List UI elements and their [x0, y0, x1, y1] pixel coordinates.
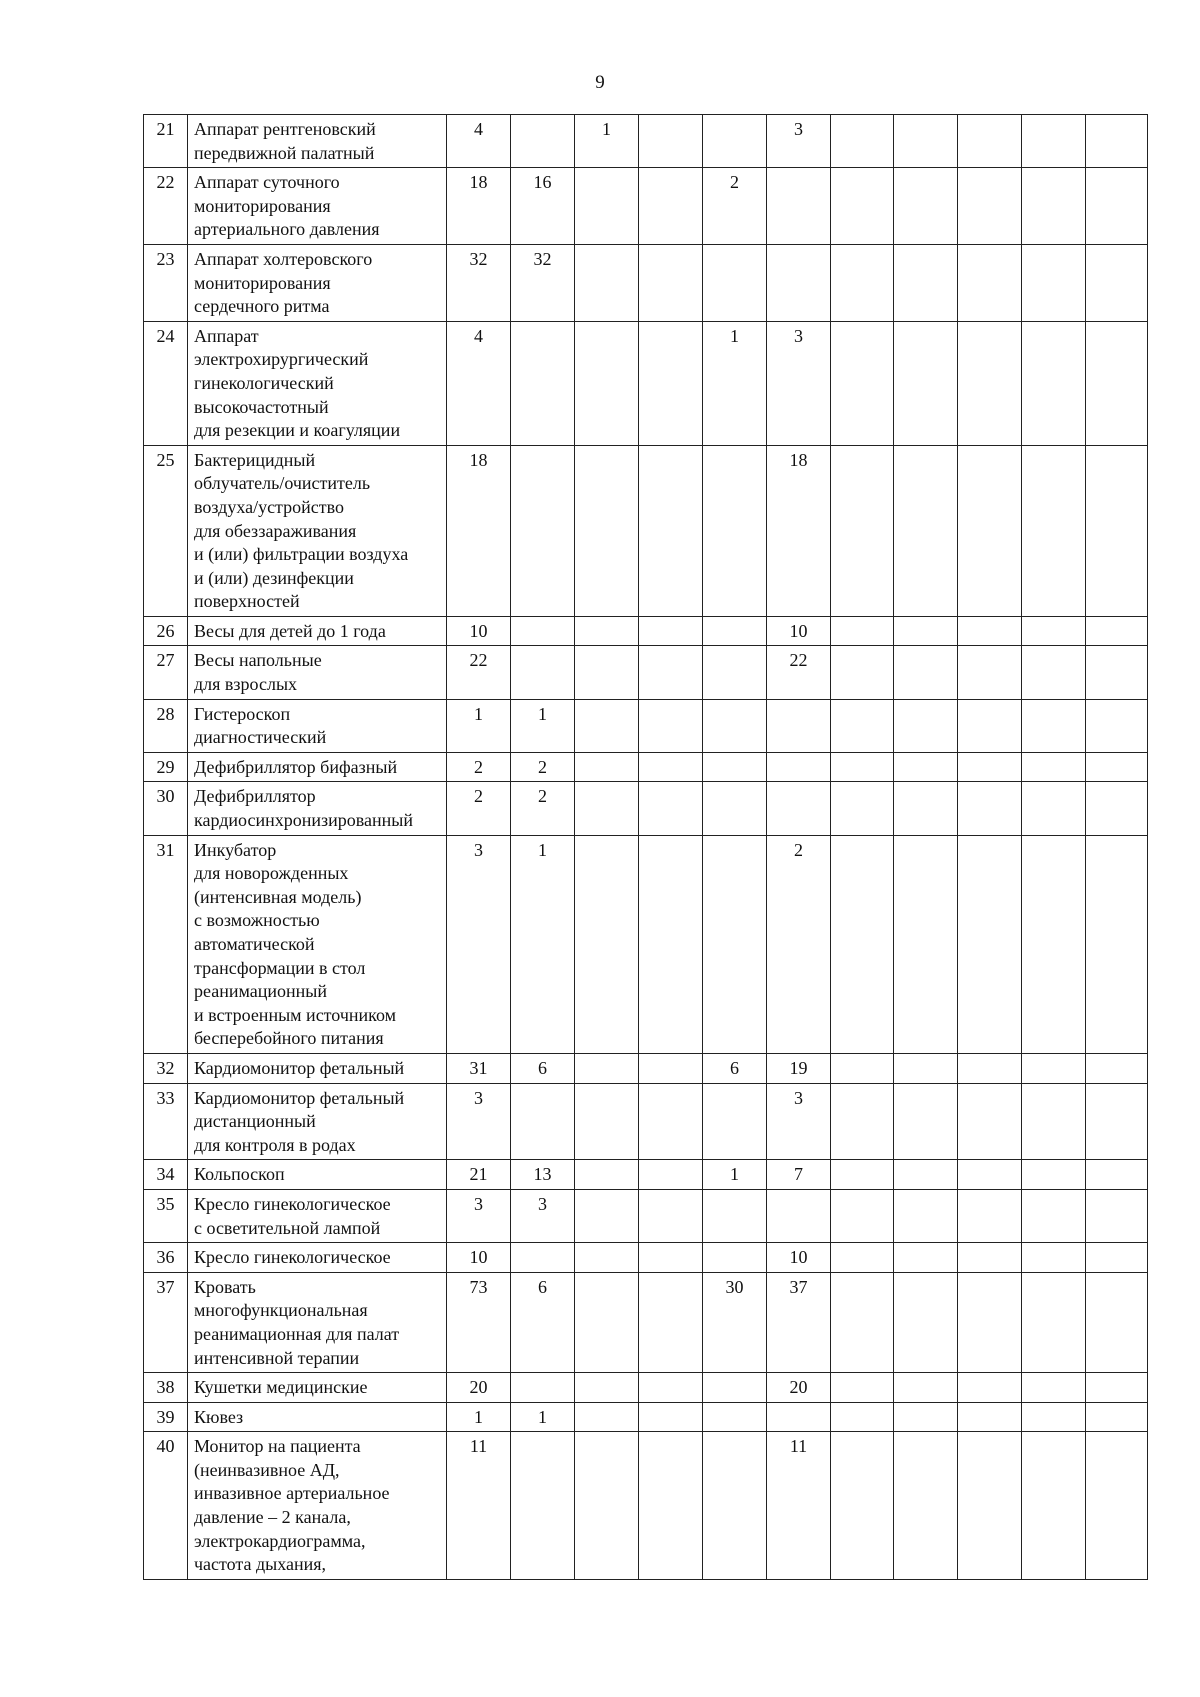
equipment-name: Дефибриллятор бифазный: [188, 752, 447, 782]
quantity-cell: 22: [447, 646, 511, 699]
quantity-cell: [511, 1432, 575, 1580]
quantity-cell: [831, 115, 894, 168]
quantity-cell: [639, 168, 703, 245]
quantity-cell: 3: [447, 835, 511, 1053]
quantity-cell: [831, 244, 894, 321]
quantity-cell: [1086, 752, 1148, 782]
quantity-cell: [639, 1272, 703, 1372]
equipment-name: Кресло гинекологическое с осветительной лампой: [188, 1189, 447, 1242]
quantity-cell: [703, 115, 767, 168]
quantity-cell: [575, 244, 639, 321]
quantity-cell: [831, 782, 894, 835]
quantity-cell: [639, 616, 703, 646]
quantity-cell: [894, 1189, 958, 1242]
quantity-cell: [958, 1373, 1022, 1403]
quantity-cell: [831, 616, 894, 646]
quantity-cell: [703, 835, 767, 1053]
quantity-cell: [639, 1402, 703, 1432]
row-number: 21: [144, 115, 188, 168]
quantity-cell: 3: [447, 1189, 511, 1242]
row-number: 32: [144, 1053, 188, 1083]
quantity-cell: [639, 1160, 703, 1190]
table-row: [144, 1160, 1148, 1190]
quantity-cell: [958, 1053, 1022, 1083]
quantity-cell: 7: [767, 1160, 831, 1190]
quantity-cell: [894, 244, 958, 321]
quantity-cell: [894, 1373, 958, 1403]
quantity-cell: 2: [703, 168, 767, 245]
quantity-cell: [894, 321, 958, 445]
quantity-cell: [575, 782, 639, 835]
quantity-cell: [894, 1160, 958, 1190]
quantity-cell: [1086, 1053, 1148, 1083]
quantity-cell: 3: [447, 1083, 511, 1160]
quantity-cell: [575, 752, 639, 782]
quantity-cell: 21: [447, 1160, 511, 1190]
quantity-cell: [894, 1243, 958, 1273]
table-row: [144, 115, 1148, 168]
quantity-cell: [703, 1373, 767, 1403]
quantity-cell: [831, 1189, 894, 1242]
quantity-cell: [894, 646, 958, 699]
quantity-cell: [1022, 782, 1086, 835]
quantity-cell: [831, 1432, 894, 1580]
quantity-cell: [1022, 168, 1086, 245]
quantity-cell: [639, 1053, 703, 1083]
equipment-name: Бактерицидный облучатель/очиститель воздуха/устройство для обеззараживания и (или) фильтрации воздуха и (или) дезинфекции поверхностей: [188, 445, 447, 616]
table-row: [144, 1189, 1148, 1242]
table-row: [144, 752, 1148, 782]
quantity-cell: [1086, 445, 1148, 616]
quantity-cell: [831, 1272, 894, 1372]
quantity-cell: [511, 646, 575, 699]
quantity-cell: [1022, 115, 1086, 168]
quantity-cell: 20: [767, 1373, 831, 1403]
equipment-name: Монитор на пациента (неинвазивное АД, инвазивное артериальное давление – 2 канала, электрокардиограмма, частота дыхания,: [188, 1432, 447, 1580]
quantity-cell: 10: [447, 616, 511, 646]
quantity-cell: 10: [767, 1243, 831, 1273]
quantity-cell: [639, 782, 703, 835]
quantity-cell: [703, 1083, 767, 1160]
quantity-cell: [575, 1402, 639, 1432]
quantity-cell: [831, 445, 894, 616]
quantity-cell: [1086, 1083, 1148, 1160]
equipment-name: Аппарат суточного мониторирования артериального давления: [188, 168, 447, 245]
table-row: [144, 1053, 1148, 1083]
quantity-cell: 18: [767, 445, 831, 616]
quantity-cell: [831, 646, 894, 699]
quantity-cell: [1086, 321, 1148, 445]
row-number: 23: [144, 244, 188, 321]
quantity-cell: [703, 244, 767, 321]
quantity-cell: [639, 752, 703, 782]
quantity-cell: [1086, 1432, 1148, 1580]
quantity-cell: [958, 1402, 1022, 1432]
table-row: [144, 1243, 1148, 1273]
quantity-cell: [894, 168, 958, 245]
quantity-cell: [511, 1083, 575, 1160]
quantity-cell: [575, 321, 639, 445]
quantity-cell: [831, 1053, 894, 1083]
quantity-cell: [958, 321, 1022, 445]
equipment-name: Гистероскоп диагностический: [188, 699, 447, 752]
quantity-cell: [575, 1053, 639, 1083]
row-number: 39: [144, 1402, 188, 1432]
quantity-cell: [639, 1432, 703, 1580]
row-number: 22: [144, 168, 188, 245]
quantity-cell: [894, 699, 958, 752]
table-row: [144, 699, 1148, 752]
quantity-cell: [767, 699, 831, 752]
quantity-cell: 6: [511, 1272, 575, 1372]
table-row: [144, 616, 1148, 646]
quantity-cell: 2: [511, 752, 575, 782]
quantity-cell: 2: [511, 782, 575, 835]
quantity-cell: 11: [767, 1432, 831, 1580]
quantity-cell: [575, 1083, 639, 1160]
quantity-cell: [894, 115, 958, 168]
quantity-cell: [958, 1160, 1022, 1190]
table-row: [144, 1373, 1148, 1403]
quantity-cell: [894, 1402, 958, 1432]
quantity-cell: [1086, 115, 1148, 168]
quantity-cell: [831, 752, 894, 782]
quantity-cell: [1022, 321, 1086, 445]
quantity-cell: [575, 168, 639, 245]
quantity-cell: [894, 1053, 958, 1083]
row-number: 33: [144, 1083, 188, 1160]
quantity-cell: 30: [703, 1272, 767, 1372]
quantity-cell: [1086, 782, 1148, 835]
quantity-cell: [894, 1083, 958, 1160]
table-row: [144, 321, 1148, 445]
equipment-table: [143, 114, 1148, 1580]
quantity-cell: [831, 1160, 894, 1190]
equipment-name: Кардиомонитор фетальный дистанционный для контроля в родах: [188, 1083, 447, 1160]
quantity-cell: [958, 1083, 1022, 1160]
quantity-cell: [958, 835, 1022, 1053]
quantity-cell: [831, 1373, 894, 1403]
quantity-cell: [511, 1243, 575, 1273]
equipment-name: Кольпоскоп: [188, 1160, 447, 1190]
equipment-name: Весы для детей до 1 года: [188, 616, 447, 646]
quantity-cell: 32: [511, 244, 575, 321]
quantity-cell: 1: [511, 835, 575, 1053]
equipment-name: Кровать многофункциональная реанимационная для палат интенсивной терапии: [188, 1272, 447, 1372]
quantity-cell: [1086, 1189, 1148, 1242]
quantity-cell: [639, 115, 703, 168]
quantity-cell: [639, 1373, 703, 1403]
quantity-cell: [575, 1160, 639, 1190]
quantity-cell: 2: [767, 835, 831, 1053]
quantity-cell: 16: [511, 168, 575, 245]
row-number: 30: [144, 782, 188, 835]
table-row: [144, 835, 1148, 1053]
table-row: [144, 1432, 1148, 1580]
quantity-cell: [575, 1189, 639, 1242]
quantity-cell: [1022, 1373, 1086, 1403]
quantity-cell: [767, 752, 831, 782]
quantity-cell: [1086, 1272, 1148, 1372]
quantity-cell: [703, 752, 767, 782]
quantity-cell: [575, 1373, 639, 1403]
quantity-cell: [1086, 1402, 1148, 1432]
quantity-cell: [1022, 1189, 1086, 1242]
quantity-cell: [639, 646, 703, 699]
quantity-cell: [831, 1083, 894, 1160]
row-number: 27: [144, 646, 188, 699]
quantity-cell: [703, 1189, 767, 1242]
quantity-cell: [958, 782, 1022, 835]
quantity-cell: [831, 321, 894, 445]
row-number: 40: [144, 1432, 188, 1580]
quantity-cell: 73: [447, 1272, 511, 1372]
quantity-cell: [1086, 1373, 1148, 1403]
quantity-cell: 2: [447, 752, 511, 782]
equipment-name: Весы напольные для взрослых: [188, 646, 447, 699]
quantity-cell: 10: [767, 616, 831, 646]
equipment-name: Аппарат холтеровского мониторирования сердечного ритма: [188, 244, 447, 321]
quantity-cell: [511, 115, 575, 168]
quantity-cell: [703, 646, 767, 699]
quantity-cell: [575, 616, 639, 646]
quantity-cell: [1022, 1402, 1086, 1432]
row-number: 36: [144, 1243, 188, 1273]
quantity-cell: 18: [447, 168, 511, 245]
quantity-cell: [639, 445, 703, 616]
quantity-cell: [1022, 1053, 1086, 1083]
equipment-name: Аппарат рентгеновский передвижной палатный: [188, 115, 447, 168]
quantity-cell: 3: [511, 1189, 575, 1242]
quantity-cell: [703, 699, 767, 752]
quantity-cell: [958, 168, 1022, 245]
quantity-cell: [958, 1272, 1022, 1372]
quantity-cell: [575, 1243, 639, 1273]
row-number: 37: [144, 1272, 188, 1372]
quantity-cell: [1022, 1083, 1086, 1160]
quantity-cell: [511, 321, 575, 445]
quantity-cell: 2: [447, 782, 511, 835]
table-row: [144, 1272, 1148, 1372]
quantity-cell: [703, 616, 767, 646]
quantity-cell: 13: [511, 1160, 575, 1190]
quantity-cell: 19: [767, 1053, 831, 1083]
quantity-cell: 37: [767, 1272, 831, 1372]
quantity-cell: [958, 752, 1022, 782]
quantity-cell: [639, 321, 703, 445]
table-row: [144, 1402, 1148, 1432]
quantity-cell: [767, 782, 831, 835]
table-row: [144, 782, 1148, 835]
page-number: 9: [595, 72, 605, 93]
quantity-cell: 1: [511, 699, 575, 752]
quantity-cell: 1: [447, 1402, 511, 1432]
table-row: [144, 1083, 1148, 1160]
quantity-cell: [1086, 168, 1148, 245]
quantity-cell: [1086, 244, 1148, 321]
quantity-cell: [703, 782, 767, 835]
quantity-cell: [1022, 1243, 1086, 1273]
quantity-cell: [575, 1432, 639, 1580]
quantity-cell: [575, 646, 639, 699]
quantity-cell: [958, 699, 1022, 752]
quantity-cell: [1086, 835, 1148, 1053]
quantity-cell: 11: [447, 1432, 511, 1580]
quantity-cell: [1022, 1160, 1086, 1190]
quantity-cell: [639, 1189, 703, 1242]
quantity-cell: 6: [703, 1053, 767, 1083]
quantity-cell: [639, 699, 703, 752]
quantity-cell: [958, 244, 1022, 321]
quantity-cell: [831, 835, 894, 1053]
quantity-cell: [831, 168, 894, 245]
quantity-cell: [831, 1402, 894, 1432]
quantity-cell: 22: [767, 646, 831, 699]
quantity-cell: [639, 1243, 703, 1273]
quantity-cell: [703, 1402, 767, 1432]
row-number: 25: [144, 445, 188, 616]
quantity-cell: [894, 445, 958, 616]
equipment-name: Кардиомонитор фетальный: [188, 1053, 447, 1083]
table-body: [144, 115, 1148, 1580]
row-number: 29: [144, 752, 188, 782]
table-row: [144, 445, 1148, 616]
quantity-cell: [831, 1243, 894, 1273]
row-number: 28: [144, 699, 188, 752]
equipment-name: Кювез: [188, 1402, 447, 1432]
quantity-cell: 18: [447, 445, 511, 616]
quantity-cell: [767, 1189, 831, 1242]
quantity-cell: [1086, 646, 1148, 699]
quantity-cell: [575, 445, 639, 616]
quantity-cell: [958, 1432, 1022, 1580]
row-number: 26: [144, 616, 188, 646]
quantity-cell: [511, 1373, 575, 1403]
row-number: 34: [144, 1160, 188, 1190]
table-row: [144, 168, 1148, 245]
quantity-cell: [958, 445, 1022, 616]
quantity-cell: [575, 1272, 639, 1372]
quantity-cell: [1022, 752, 1086, 782]
quantity-cell: 3: [767, 321, 831, 445]
quantity-cell: [958, 616, 1022, 646]
row-number: 38: [144, 1373, 188, 1403]
quantity-cell: [894, 782, 958, 835]
quantity-cell: [894, 616, 958, 646]
row-number: 35: [144, 1189, 188, 1242]
quantity-cell: 31: [447, 1053, 511, 1083]
quantity-cell: [703, 1243, 767, 1273]
quantity-cell: [511, 445, 575, 616]
quantity-cell: [831, 699, 894, 752]
quantity-cell: 1: [447, 699, 511, 752]
quantity-cell: [894, 1432, 958, 1580]
quantity-cell: [1022, 699, 1086, 752]
table-row: [144, 244, 1148, 321]
quantity-cell: [1086, 1243, 1148, 1273]
quantity-cell: 1: [703, 321, 767, 445]
quantity-cell: [1086, 616, 1148, 646]
quantity-cell: [1022, 1272, 1086, 1372]
quantity-cell: [767, 244, 831, 321]
quantity-cell: [767, 1402, 831, 1432]
quantity-cell: [1022, 1432, 1086, 1580]
quantity-cell: 1: [703, 1160, 767, 1190]
quantity-cell: [958, 646, 1022, 699]
equipment-name: Кресло гинекологическое: [188, 1243, 447, 1273]
quantity-cell: [958, 1189, 1022, 1242]
quantity-cell: [894, 1272, 958, 1372]
row-number: 24: [144, 321, 188, 445]
quantity-cell: [1086, 699, 1148, 752]
quantity-cell: [639, 835, 703, 1053]
quantity-cell: 4: [447, 321, 511, 445]
quantity-cell: [703, 445, 767, 616]
quantity-cell: [575, 835, 639, 1053]
quantity-cell: 4: [447, 115, 511, 168]
quantity-cell: 3: [767, 115, 831, 168]
quantity-cell: [1086, 1160, 1148, 1190]
quantity-cell: 1: [511, 1402, 575, 1432]
equipment-name: Кушетки медицинские: [188, 1373, 447, 1403]
equipment-name: Дефибриллятор кардиосинхронизированный: [188, 782, 447, 835]
table-row: [144, 646, 1148, 699]
quantity-cell: [575, 699, 639, 752]
quantity-cell: [1022, 616, 1086, 646]
quantity-cell: [1022, 244, 1086, 321]
equipment-name: Аппарат электрохирургический гинекологический высокочастотный для резекции и коагуляции: [188, 321, 447, 445]
quantity-cell: [767, 168, 831, 245]
row-number: 31: [144, 835, 188, 1053]
quantity-cell: [958, 115, 1022, 168]
quantity-cell: [1022, 835, 1086, 1053]
quantity-cell: [1022, 646, 1086, 699]
quantity-cell: 20: [447, 1373, 511, 1403]
quantity-cell: [1022, 445, 1086, 616]
quantity-cell: 6: [511, 1053, 575, 1083]
quantity-cell: 3: [767, 1083, 831, 1160]
quantity-cell: [894, 752, 958, 782]
quantity-cell: [703, 1432, 767, 1580]
quantity-cell: [511, 616, 575, 646]
quantity-cell: 32: [447, 244, 511, 321]
equipment-name: Инкубатор для новорожденных (интенсивная модель) с возможностью автоматической трансформации в стол реанимационный и встроенным источником бесперебойного питания: [188, 835, 447, 1053]
quantity-cell: [639, 1083, 703, 1160]
quantity-cell: [958, 1243, 1022, 1273]
quantity-cell: [639, 244, 703, 321]
quantity-cell: 10: [447, 1243, 511, 1273]
quantity-cell: [894, 835, 958, 1053]
quantity-cell: 1: [575, 115, 639, 168]
